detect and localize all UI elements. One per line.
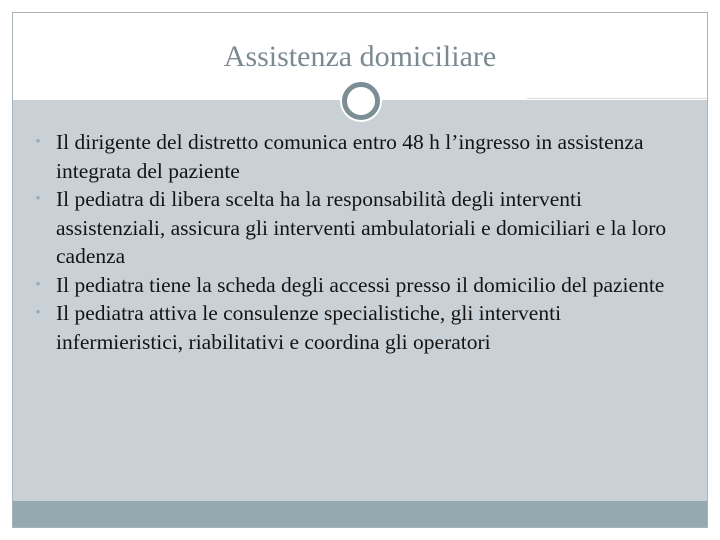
bullet-item — [27, 128, 677, 185]
bullet-text: Il pediatra attiva le consulenze specialistiche, gli interventi infermieristici, riabilitativi e coordina gli operatori — [56, 301, 562, 354]
bullet-text: Il dirigente del distretto comunica entro 48 h l’ingresso in assistenza integrata del paziente — [56, 130, 644, 183]
slide — [12, 12, 708, 528]
bullet-item — [27, 299, 677, 356]
title-divider-line — [527, 98, 709, 99]
bullet-item — [27, 185, 677, 271]
bullet-marker: • — [35, 134, 41, 150]
slide-title: Assistenza domiciliare — [223, 40, 497, 73]
bullet-text: Il pediatra di libera scelta ha la responsabilità degli interventi assistenziali, assicura gli interventi ambulatoriali e domiciliari e la loro cadenza — [56, 187, 667, 268]
bullet-marker: • — [35, 276, 41, 293]
footer-bar — [13, 501, 707, 527]
title-divider — [13, 97, 527, 100]
bullet-marker: • — [35, 305, 41, 321]
ring-icon — [340, 80, 382, 122]
bullet-item — [27, 271, 677, 300]
bullet-text: Il pediatra tiene la scheda degli accessi presso il domicilio del paziente — [56, 272, 665, 297]
bullet-list — [27, 128, 677, 356]
bullet-marker: • — [35, 191, 41, 207]
